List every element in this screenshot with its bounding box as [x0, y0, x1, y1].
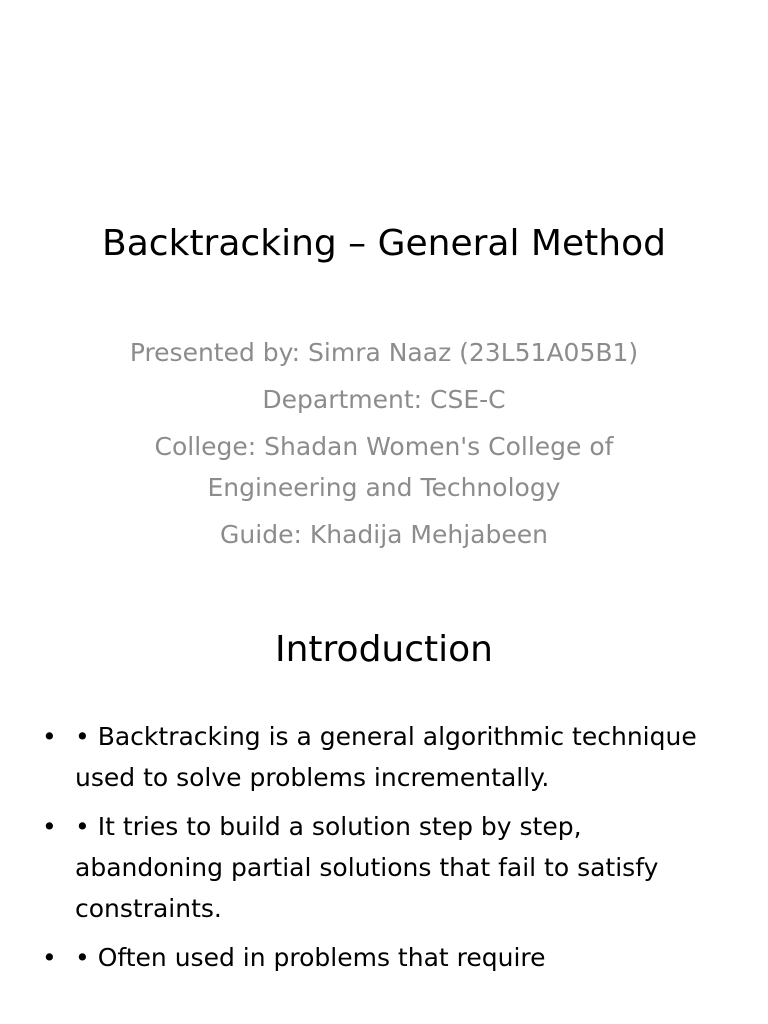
bullet-text: • It tries to build a solution step by step, abandoning partial solutions that fail to satisfy constraints.: [75, 812, 659, 923]
bullet-icon: •: [42, 812, 57, 841]
bullet-item: [40, 806, 730, 929]
bullet-list: [40, 716, 730, 986]
guide-line: Guide: Khadija Mehjabeen: [220, 520, 548, 549]
bullet-text: • Backtracking is a general algorithmic technique used to solve problems incrementally.: [75, 722, 697, 792]
bullet-item: [40, 937, 730, 978]
college-line: College: Shadan Women's College of Engineering and Technology: [154, 432, 614, 502]
bullet-text: • Often used in problems that require: [75, 943, 546, 972]
bullet-icon: •: [42, 943, 57, 972]
slide-title: Backtracking – General Method: [102, 223, 666, 264]
slide-subtitle: [96, 332, 672, 576]
department-line: Department: CSE-C: [262, 385, 506, 414]
bullet-item: [40, 716, 730, 798]
slide-title: Introduction: [274, 629, 493, 670]
presenter-line: Presented by: Simra Naaz (23L51A05B1): [129, 338, 639, 367]
bullet-icon: •: [42, 722, 57, 751]
introduction-slide: [0, 576, 768, 1024]
